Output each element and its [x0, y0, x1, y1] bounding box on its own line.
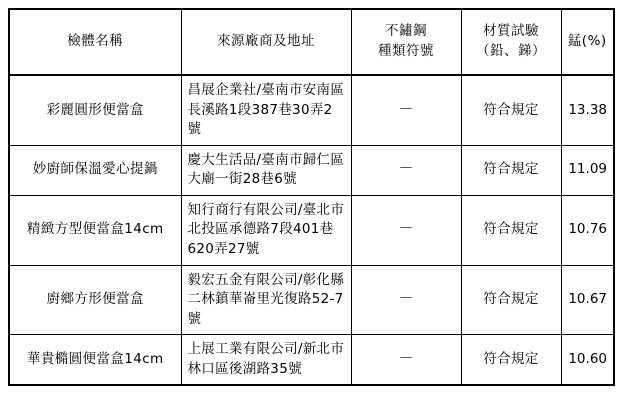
- cell-material-test: 符合規定: [461, 195, 561, 265]
- cell-sample-name: 華貴橢圓便當盒14cm: [9, 335, 181, 386]
- cell-sample-name: 彩麗圓形便當盒: [9, 75, 181, 145]
- column-header-material-test: [461, 9, 561, 75]
- dash-placeholder: －: [398, 159, 414, 178]
- dash-placeholder: －: [398, 219, 414, 238]
- column-header-manganese: [561, 9, 614, 75]
- cell-steel-symbol: [351, 75, 461, 145]
- column-header-steel-symbol-line-2: 種類符號: [378, 43, 434, 59]
- cell-material-test: 符合規定: [461, 75, 561, 145]
- cell-source: 昌展企業社/臺南市安南區長溪路1段387巷30弄2號: [181, 75, 351, 145]
- column-header-source: [181, 9, 351, 75]
- cell-material-test: 符合規定: [461, 145, 561, 195]
- cell-steel-symbol: [351, 335, 461, 386]
- table-row: [9, 145, 614, 195]
- cell-source: 慶大生活品/臺南市歸仁區大廟一街28巷6號: [181, 145, 351, 195]
- column-header-sample-name: [9, 9, 181, 75]
- column-header-material-test-line-2: （鉛、銻）: [476, 43, 546, 59]
- cell-manganese: 10.67: [561, 265, 614, 335]
- column-header-manganese-line-1: 錳(%): [567, 33, 607, 50]
- cell-material-test: 符合規定: [461, 265, 561, 335]
- column-header-material-test-line-1: 材質試驗: [483, 23, 539, 40]
- column-header-source-line-1: 來源廠商及地址: [217, 33, 315, 50]
- cell-manganese: 11.09: [561, 145, 614, 195]
- cell-steel-symbol: [351, 145, 461, 195]
- cell-manganese: 10.60: [561, 335, 614, 386]
- column-header-steel-symbol: [351, 9, 461, 75]
- dash-placeholder: －: [398, 289, 414, 308]
- table-row: [9, 335, 614, 386]
- cell-steel-symbol: [351, 195, 461, 265]
- column-header-sample-name-line-1: 檢體名稱: [67, 33, 124, 50]
- cell-material-test: 符合規定: [461, 335, 561, 386]
- cell-steel-symbol: [351, 265, 461, 335]
- table-head: [9, 9, 614, 75]
- table-row: [9, 75, 614, 145]
- dash-placeholder: －: [398, 348, 414, 367]
- table-header-row: [9, 9, 614, 75]
- cell-source: 上展工業有限公司/新北市林口區後湖路35號: [181, 335, 351, 386]
- cell-sample-name: 精緻方型便當盒14cm: [9, 195, 181, 265]
- cell-sample-name: 妙廚師保溫愛心提鍋: [9, 145, 181, 195]
- inspection-results-table: [8, 8, 615, 386]
- table-row: [9, 195, 614, 265]
- cell-manganese: 13.38: [561, 75, 614, 145]
- table-row: [9, 265, 614, 335]
- dash-placeholder: －: [398, 99, 414, 118]
- cell-source: 知行商行有限公司/臺北市北投區承德路7段401巷620弄27號: [181, 195, 351, 265]
- cell-sample-name: 廚鄉方形便當盒: [9, 265, 181, 335]
- table-body: [9, 75, 614, 385]
- column-header-steel-symbol-line-1: 不鏽鋼: [385, 23, 427, 40]
- cell-source: 毅宏五金有限公司/彰化縣二林鎮華崙里光復路52-7號: [181, 265, 351, 335]
- cell-manganese: 10.76: [561, 195, 614, 265]
